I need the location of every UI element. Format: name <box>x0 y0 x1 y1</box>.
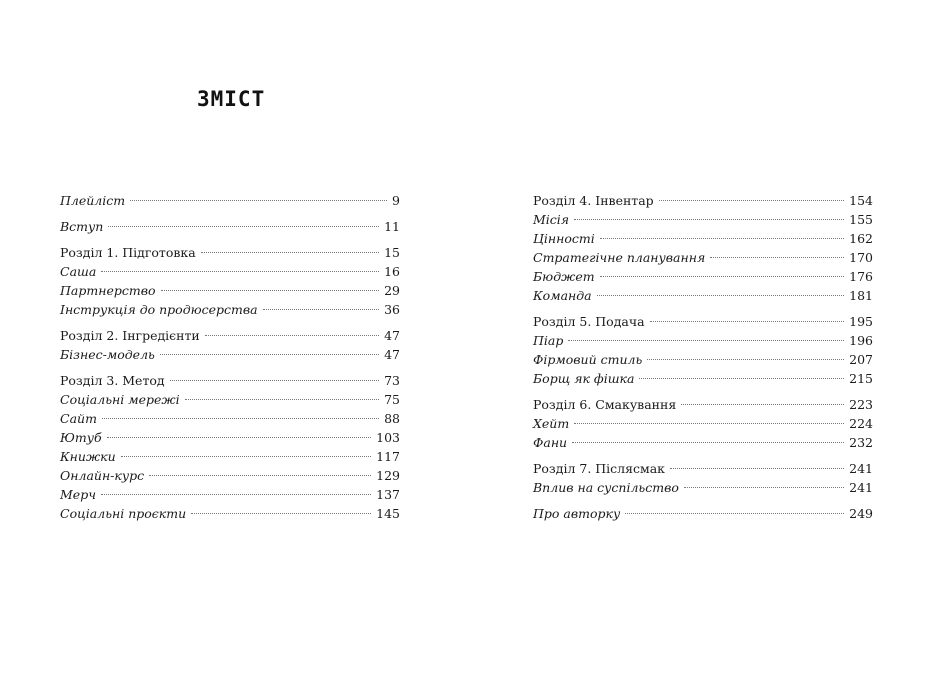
toc-page-number: 181 <box>849 288 873 303</box>
toc-chapter-entry[interactable] <box>533 312 873 331</box>
page-title: ЗМІСТ <box>197 87 266 111</box>
toc-page-number: 11 <box>384 219 400 234</box>
toc-page-number: 9 <box>392 193 400 208</box>
toc-subsection-entry[interactable] <box>60 262 400 281</box>
toc-subsection-entry[interactable] <box>533 433 873 452</box>
toc-entry-label: Команда <box>533 288 592 303</box>
dot-leader <box>647 359 844 360</box>
toc-page-number: 129 <box>376 468 400 483</box>
toc-entry-label: Бізнес-модель <box>60 347 155 362</box>
toc-entry-label: Борщ як фішка <box>533 371 635 386</box>
toc-group <box>60 191 400 210</box>
dot-leader <box>597 295 845 296</box>
dot-leader <box>625 513 844 514</box>
dot-leader <box>101 494 371 495</box>
toc-subsection-entry[interactable] <box>533 286 873 305</box>
toc-page-number: 117 <box>376 449 400 464</box>
toc-entry-label: Розділ 4. Інвентар <box>533 193 654 208</box>
toc-group <box>60 217 400 236</box>
toc-subsection-entry[interactable] <box>60 281 400 300</box>
toc-page-number: 215 <box>849 371 873 386</box>
dot-leader <box>659 200 844 201</box>
dot-leader <box>185 399 379 400</box>
toc-chapter-entry[interactable] <box>60 371 400 390</box>
dot-leader <box>639 378 844 379</box>
dot-leader <box>102 418 379 419</box>
dot-leader <box>670 468 844 469</box>
dot-leader <box>572 442 844 443</box>
toc-group <box>533 459 873 497</box>
toc-entry-label: Сайт <box>60 411 97 426</box>
dot-leader <box>108 226 379 227</box>
dot-leader <box>191 513 371 514</box>
dot-leader <box>121 456 371 457</box>
toc-subsection-entry[interactable] <box>60 504 400 523</box>
toc-entry-label: Книжки <box>60 449 116 464</box>
toc-page-number: 241 <box>849 480 873 495</box>
toc-subsection-entry[interactable] <box>533 414 873 433</box>
toc-entry-label: Ютуб <box>60 430 102 445</box>
toc-entry-label: Соціальні мережі <box>60 392 180 407</box>
toc-group <box>60 243 400 319</box>
toc-subsection-entry[interactable] <box>533 331 873 350</box>
toc-entry-label: Бюджет <box>533 269 595 284</box>
toc-subsection-entry[interactable] <box>60 409 400 428</box>
toc-entry-label: Фірмовий стиль <box>533 352 643 367</box>
toc-entry-label: Цінності <box>533 231 595 246</box>
toc-entry-label: Соціальні проєкти <box>60 506 187 521</box>
toc-entry-label: Розділ 2. Інгредієнти <box>60 328 200 343</box>
dot-leader <box>161 290 380 291</box>
toc-subsection-entry[interactable] <box>60 485 400 504</box>
toc-left-column <box>60 191 400 530</box>
toc-group <box>533 504 873 523</box>
dot-leader <box>650 321 845 322</box>
dot-leader <box>170 380 379 381</box>
toc-entry-label: Плейліст <box>60 193 126 208</box>
toc-page-number: 75 <box>384 392 400 407</box>
toc-subsection-entry[interactable] <box>60 466 400 485</box>
dot-leader <box>684 487 844 488</box>
toc-entry-label: Розділ 1. Підготовка <box>60 245 196 260</box>
toc-chapter-entry[interactable] <box>60 326 400 345</box>
toc-subsection-entry[interactable] <box>533 369 873 388</box>
toc-page-number: 162 <box>849 231 873 246</box>
dot-leader <box>710 257 844 258</box>
toc-entry-label: Розділ 3. Метод <box>60 373 165 388</box>
toc-subsection-entry[interactable] <box>60 191 400 210</box>
toc-entry-label: Розділ 7. Післясмак <box>533 461 665 476</box>
dot-leader <box>263 309 379 310</box>
toc-group <box>60 371 400 523</box>
toc-page-number: 249 <box>849 506 873 521</box>
toc-subsection-entry[interactable] <box>60 428 400 447</box>
toc-group <box>533 191 873 305</box>
dot-leader <box>130 200 387 201</box>
toc-group <box>533 312 873 388</box>
dot-leader <box>107 437 371 438</box>
toc-subsection-entry[interactable] <box>533 210 873 229</box>
toc-subsection-entry[interactable] <box>533 504 873 523</box>
toc-subsection-entry[interactable] <box>60 217 400 236</box>
dot-leader <box>600 276 845 277</box>
toc-subsection-entry[interactable] <box>60 447 400 466</box>
toc-page-number: 73 <box>384 373 400 388</box>
toc-chapter-entry[interactable] <box>533 191 873 210</box>
toc-subsection-entry[interactable] <box>533 478 873 497</box>
toc-entry-label: Про авторку <box>533 506 621 521</box>
toc-group <box>60 326 400 364</box>
toc-entry-label: Піар <box>533 333 564 348</box>
toc-entry-label: Вплив на суспільство <box>533 480 679 495</box>
dot-leader <box>149 475 371 476</box>
toc-page-number: 29 <box>384 283 400 298</box>
dot-leader <box>600 238 844 239</box>
toc-page-number: 223 <box>849 397 873 412</box>
toc-page-number: 47 <box>384 328 400 343</box>
toc-page-number: 241 <box>849 461 873 476</box>
toc-entry-label: Хейт <box>533 416 570 431</box>
toc-group <box>533 395 873 452</box>
toc-page-number: 137 <box>376 487 400 502</box>
toc-page-number: 195 <box>849 314 873 329</box>
dot-leader <box>568 340 844 341</box>
toc-entry-label: Вступ <box>60 219 104 234</box>
toc-page-number: 47 <box>384 347 400 362</box>
toc-chapter-entry[interactable] <box>533 395 873 414</box>
toc-page-number: 196 <box>849 333 873 348</box>
toc-page-number: 155 <box>849 212 873 227</box>
toc-page-number: 88 <box>384 411 400 426</box>
toc-page-number: 145 <box>376 506 400 521</box>
toc-entry-label: Розділ 6. Смакування <box>533 397 677 412</box>
toc-entry-label: Розділ 5. Подача <box>533 314 645 329</box>
toc-page-number: 36 <box>384 302 400 317</box>
toc-chapter-entry[interactable] <box>60 243 400 262</box>
toc-entry-label: Онлайн-курс <box>60 468 145 483</box>
dot-leader <box>160 354 379 355</box>
toc-page-number: 16 <box>384 264 400 279</box>
dot-leader <box>205 335 379 336</box>
dot-leader <box>201 252 379 253</box>
toc-page-number: 224 <box>849 416 873 431</box>
dot-leader <box>574 423 844 424</box>
toc-page-number: 103 <box>376 430 400 445</box>
toc-page-number: 232 <box>849 435 873 450</box>
toc-page-number: 154 <box>849 193 873 208</box>
toc-right-column <box>533 191 873 530</box>
toc-subsection-entry[interactable] <box>60 300 400 319</box>
toc-entry-label: Стратегічне планування <box>533 250 706 265</box>
toc-page-number: 15 <box>384 245 400 260</box>
dot-leader <box>681 404 844 405</box>
toc-subsection-entry[interactable] <box>533 229 873 248</box>
toc-entry-label: Мерч <box>60 487 96 502</box>
toc-entry-label: Партнерство <box>60 283 156 298</box>
toc-entry-label: Фани <box>533 435 568 450</box>
toc-chapter-entry[interactable] <box>533 459 873 478</box>
dot-leader <box>574 219 844 220</box>
dot-leader <box>101 271 379 272</box>
toc-page-number: 176 <box>849 269 873 284</box>
toc-subsection-entry[interactable] <box>533 350 873 369</box>
toc-subsection-entry[interactable] <box>533 267 873 286</box>
toc-page-number: 207 <box>849 352 873 367</box>
toc-entry-label: Інструкція до продюсерства <box>60 302 258 317</box>
toc-subsection-entry[interactable] <box>60 390 400 409</box>
toc-subsection-entry[interactable] <box>60 345 400 364</box>
toc-entry-label: Саша <box>60 264 97 279</box>
toc-subsection-entry[interactable] <box>533 248 873 267</box>
toc-page-number: 170 <box>849 250 873 265</box>
toc-entry-label: Місія <box>533 212 570 227</box>
